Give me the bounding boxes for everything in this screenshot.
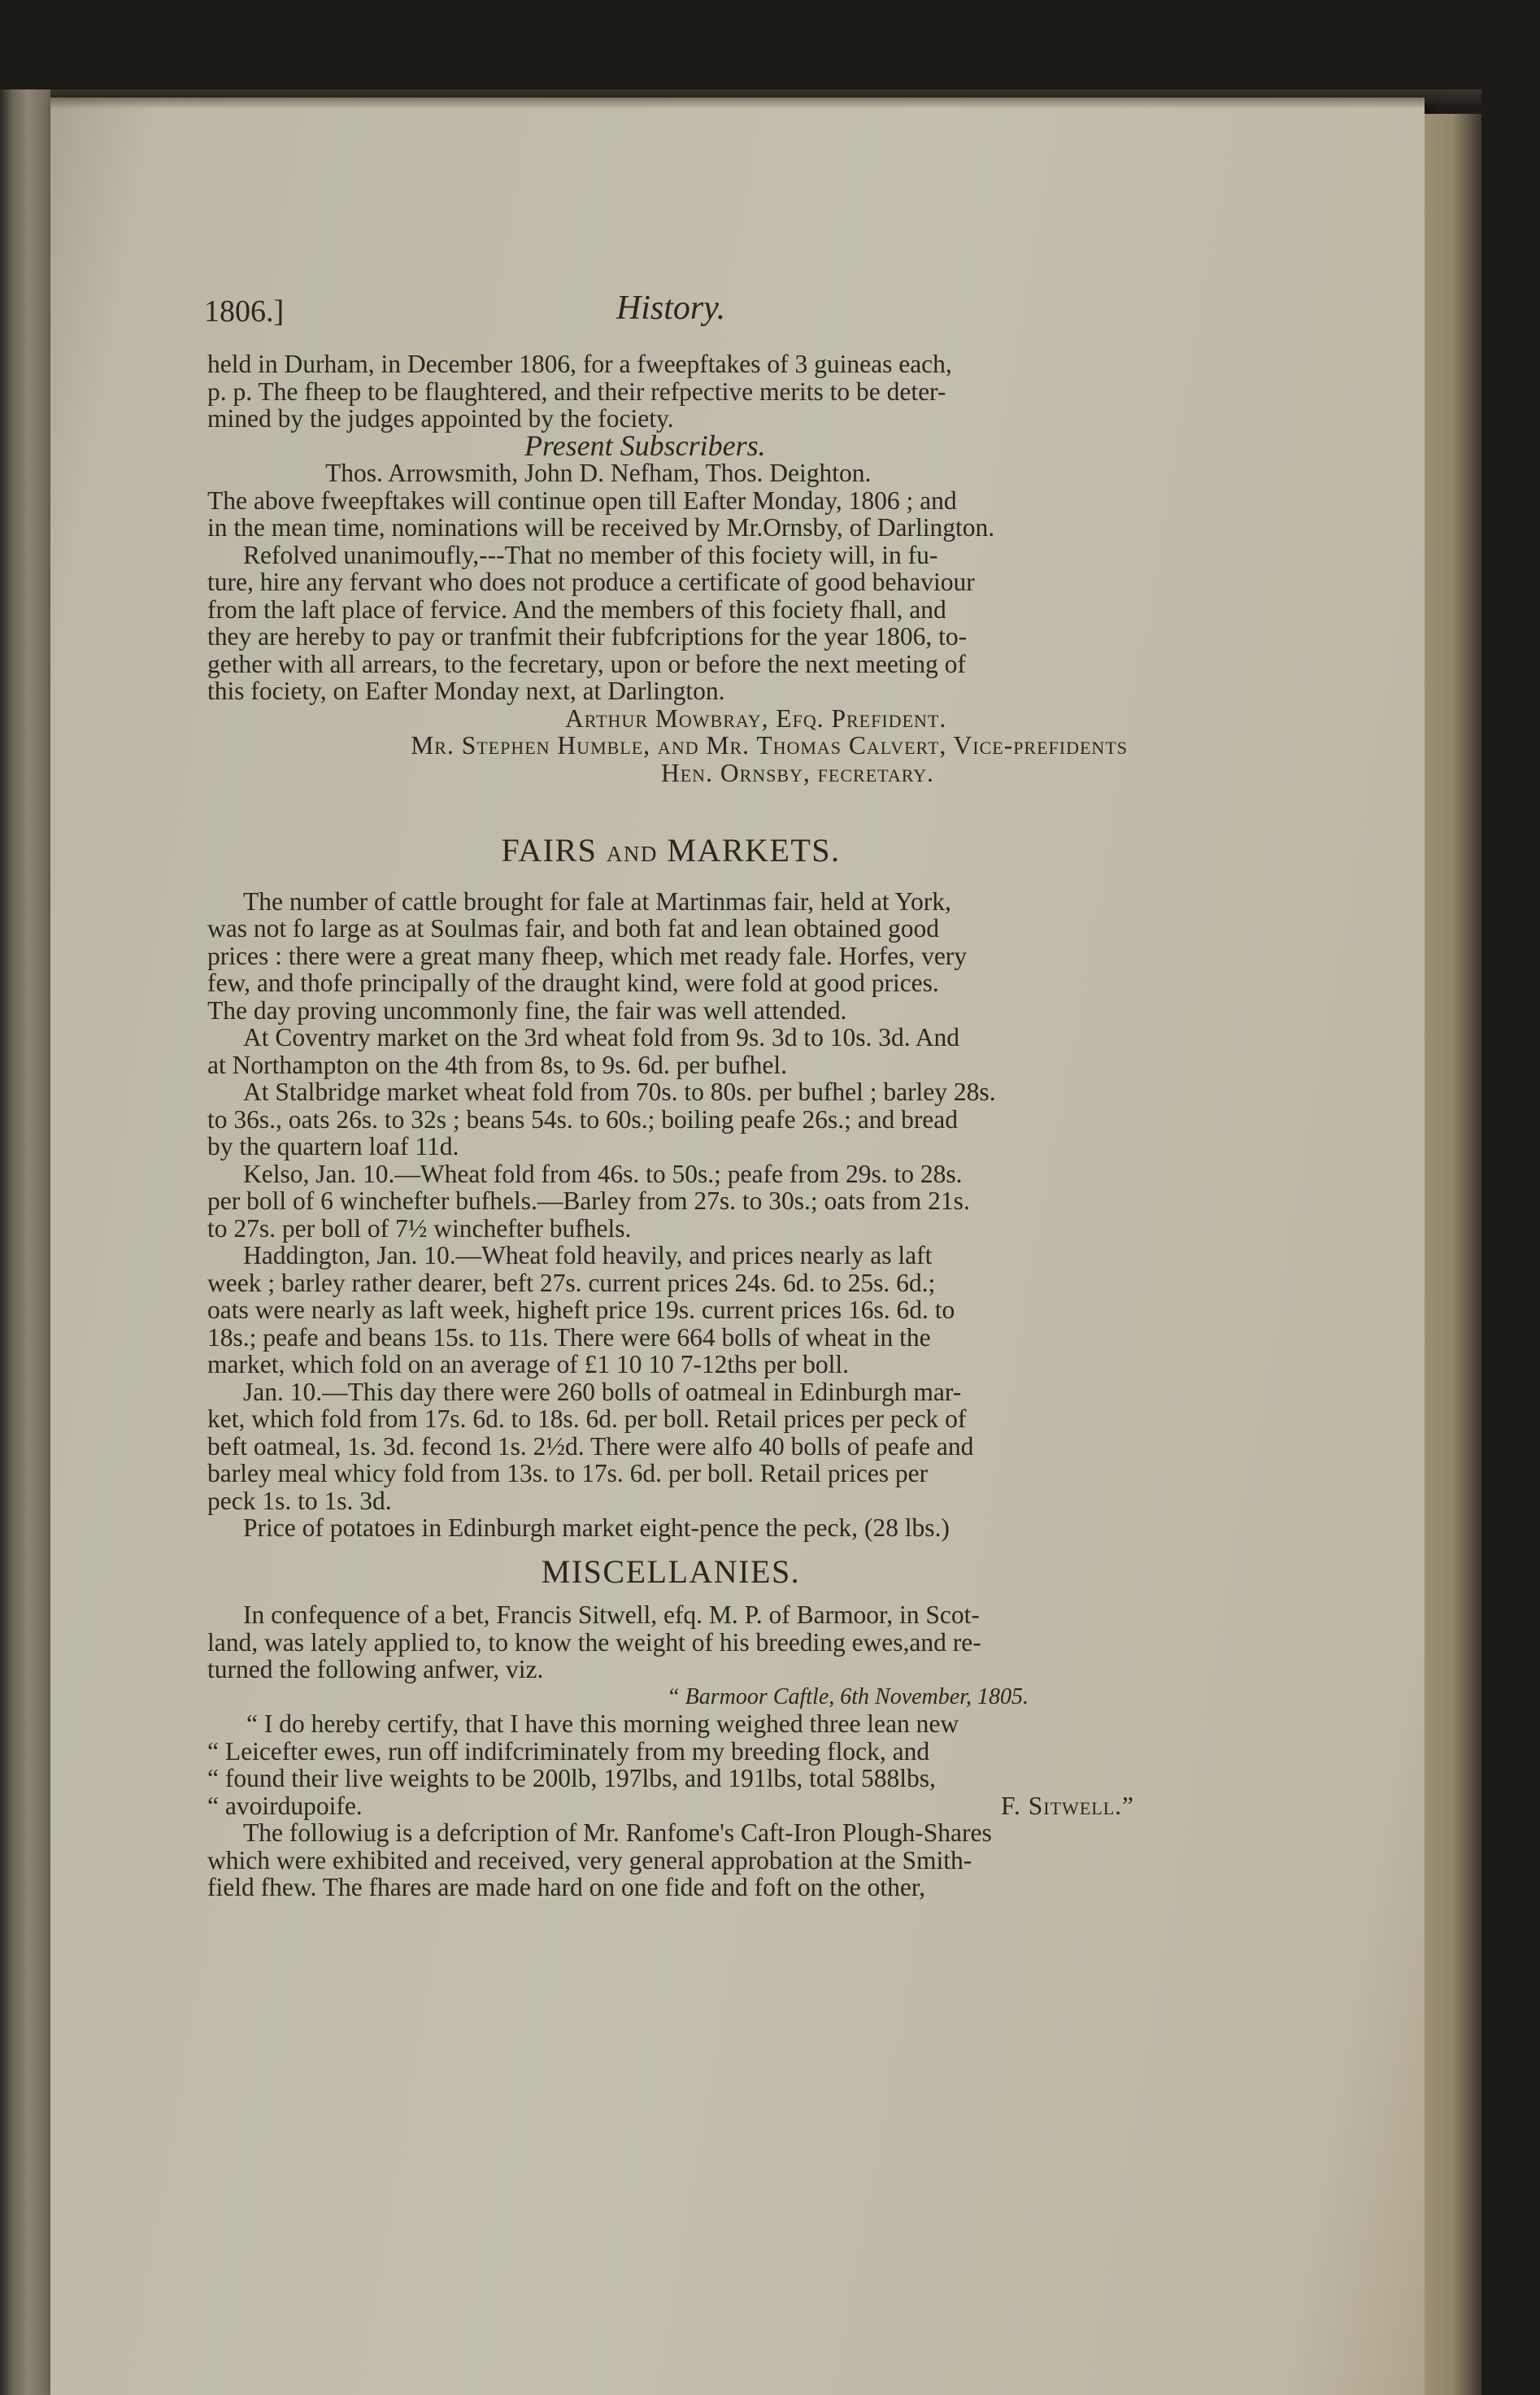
haddington-paragraph [207, 1242, 1134, 1378]
text-line: At Coventry market on the 3rd wheat fold from 9s. 3d to 10s. 3d. And [243, 1023, 960, 1052]
text-line: to 36s., oats 26s. to 32s ; beans 54s. to 60s.; boiling peafe 26s.; and bread [207, 1104, 959, 1134]
york-fair-paragraph [207, 888, 1134, 1025]
sweepstakes-note [207, 487, 1134, 542]
running-header [204, 289, 1134, 337]
page-fore-edge [1425, 114, 1481, 2395]
text-line: In confequence of a bet, Francis Sitwell, efq. M. P. of Barmoor, in Scot- [243, 1600, 980, 1629]
text-line: “ found their live weights to be 200lb, 197lbs, and 191lbs, total 588lbs, [207, 1764, 936, 1792]
text-line: “ I do hereby certify, that I have this morning weighed three lean new [246, 1709, 959, 1738]
text-line: The followiug is a defcription of Mr. Ranfome's Caft-Iron Plough-Shares [243, 1818, 992, 1847]
text-line: Refolved unanimoufly,---That no member of this fociety will, in fu- [243, 540, 938, 569]
vice-presidents-line: Mr. Stephen Humble, and Mr. Thomas Calvert, Vice-prefidents [411, 731, 1128, 760]
stalbridge-paragraph [207, 1078, 1134, 1160]
edinburgh-paragraph [207, 1378, 1134, 1515]
heading-word: FAIRS [501, 832, 598, 869]
text-line: held in Durham, in December 1806, for a fweepftakes of 3 guineas each, [207, 350, 952, 378]
page-year: 1806.] [204, 294, 285, 329]
coventry-paragraph [207, 1024, 1134, 1078]
text-line: gether with all arrears, to the fecretary, upon or before the next meeting of [207, 649, 966, 678]
resolution-paragraph [207, 542, 1134, 705]
running-title: History. [616, 290, 726, 327]
letter-body [207, 1710, 1134, 1819]
text-line: week ; barley rather dearer, beft 27s. current prices 24s. 6d. to 25s. 6d.; [207, 1268, 936, 1297]
book-spine-edge [0, 89, 50, 2395]
text-line: land, was lately applied to, to know the weight of his breeding ewes,and re- [207, 1627, 981, 1657]
text-line: Jan. 10.—This day there were 260 bolls of oatmeal in Edinburgh mar- [243, 1377, 962, 1406]
text-line: mined by the judges appointed by the fociety. [207, 404, 674, 433]
letter-signature: F. Sitwell.” [1001, 1791, 1134, 1820]
page-top-shadow [50, 89, 1481, 109]
text-line: at Northampton on the 4th from 8s, to 9s. 6d. per bufhel. [207, 1050, 788, 1079]
text-line: peck 1s. to 1s. 3d. [207, 1486, 392, 1515]
text-line: few, and thofe principally of the draught kind, were fold at good prices. [207, 969, 939, 997]
text-line: The number of cattle brought for fale at Martinmas fair, held at York, [243, 886, 951, 916]
text-line: ket, which fold from 17s. 6d. to 18s. 6d. per boll. Retail prices per peck of [207, 1404, 967, 1433]
text-line: “ Leicefter ewes, run off indifcriminately from my breeding flock, and [207, 1736, 930, 1766]
text-line: they are hereby to pay or tranfmit their fubfcriptions for the year 1806, to- [207, 622, 968, 651]
text-line: beft oatmeal, 1s. 3d. fecond 1s. 2½d. There were alfo 40 bolls of peafe and [207, 1431, 974, 1461]
bet-paragraph [207, 1601, 1134, 1683]
subscribers-list: Thos. Arrowsmith, John D. Nefham, Thos. Deighton. [325, 459, 872, 487]
text-line: turned the following anfwer, viz. [207, 1655, 544, 1683]
text-line: barley meal whicy fold from 13s. to 17s. 6d. per boll. Retail prices per [207, 1459, 929, 1487]
text-line: Haddington, Jan. 10.—Wheat fold heavily, and prices nearly as laft [243, 1241, 933, 1269]
heading-word: MARKETS. [667, 832, 841, 869]
text-line: which were exhibited and received, very general approbation at the Smith- [207, 1845, 972, 1875]
text-line: p. p. The fheep to be flaughtered, and their refpective merits to be deter- [207, 377, 946, 406]
text-line: field fhew. The fhares are made hard on one fide and foft on the other, [207, 1873, 925, 1901]
heading-word: AND [606, 842, 658, 866]
letter-dateline: “ Barmoor Caftle, 6th November, 1805. [667, 1683, 1029, 1709]
president-line: Arthur Mowbray, Efq. Prefident. [565, 703, 947, 733]
text-line: in the mean time, nominations will be received by Mr.Ornsby, of Darlington. [207, 513, 995, 542]
text-line: by the quartern loaf 11d. [207, 1132, 459, 1160]
text-line: Kelso, Jan. 10.—Wheat fold from 46s. to 50s.; peafe from 29s. to 28s. [243, 1159, 963, 1188]
text-line: from the laft place of fervice. And the members of this fociety fhall, and [207, 594, 946, 624]
potatoes-line: Price of potatoes in Edinburgh market eight-pence the peck, (28 lbs.) [243, 1513, 950, 1542]
text-line: The day proving uncommonly fine, the fair was well attended. [207, 995, 847, 1025]
text-line: The above fweepftakes will continue open till Eafter Monday, 1806 ; and [207, 486, 957, 515]
continuation-paragraph [207, 351, 1134, 433]
text-line: oats were nearly as laft week, higheft price 19s. current prices 16s. 6d. to [207, 1295, 955, 1324]
subscribers-heading: Present Subscribers. [524, 429, 766, 462]
kelso-paragraph [207, 1160, 1134, 1243]
text-line: prices : there were a great many fheep, which met ready fale. Horfes, very [207, 941, 968, 970]
text-line: ture, hire any fervant who does not produce a certificate of good behaviour [207, 568, 975, 596]
text-line: to 27s. per boll of 7½ winchefter bufhels. [207, 1213, 632, 1243]
text-line: per boll of 6 winchefter bufhels.—Barley from 27s. to 30s.; oats from 21s. [207, 1187, 970, 1215]
plough-paragraph [207, 1819, 1134, 1901]
letter-closing [207, 1792, 1134, 1820]
letter-end: “ avoirdupoife. [207, 1791, 363, 1820]
text-line: this fociety, on Eafter Monday next, at Darlington. [207, 677, 725, 705]
text-line: market, which fold on an average of £1 10 10 7-12ths per boll. [207, 1350, 850, 1378]
miscellanies-heading: MISCELLANIES. [541, 1552, 801, 1590]
text-line: 18s.; peafe and beans 15s. to 11s. There were 664 bolls of wheat in the [207, 1322, 931, 1352]
page-text [204, 289, 1134, 1901]
text-line: was not fo large as at Soulmas fair, and both fat and lean obtained good [207, 914, 940, 943]
text-line: At Stalbridge market wheat fold from 70s. to 80s. per bufhel ; barley 28s. [243, 1078, 996, 1106]
secretary-line: Hen. Ornsby, fecretary. [661, 758, 934, 787]
fairs-markets-heading [207, 832, 1134, 869]
